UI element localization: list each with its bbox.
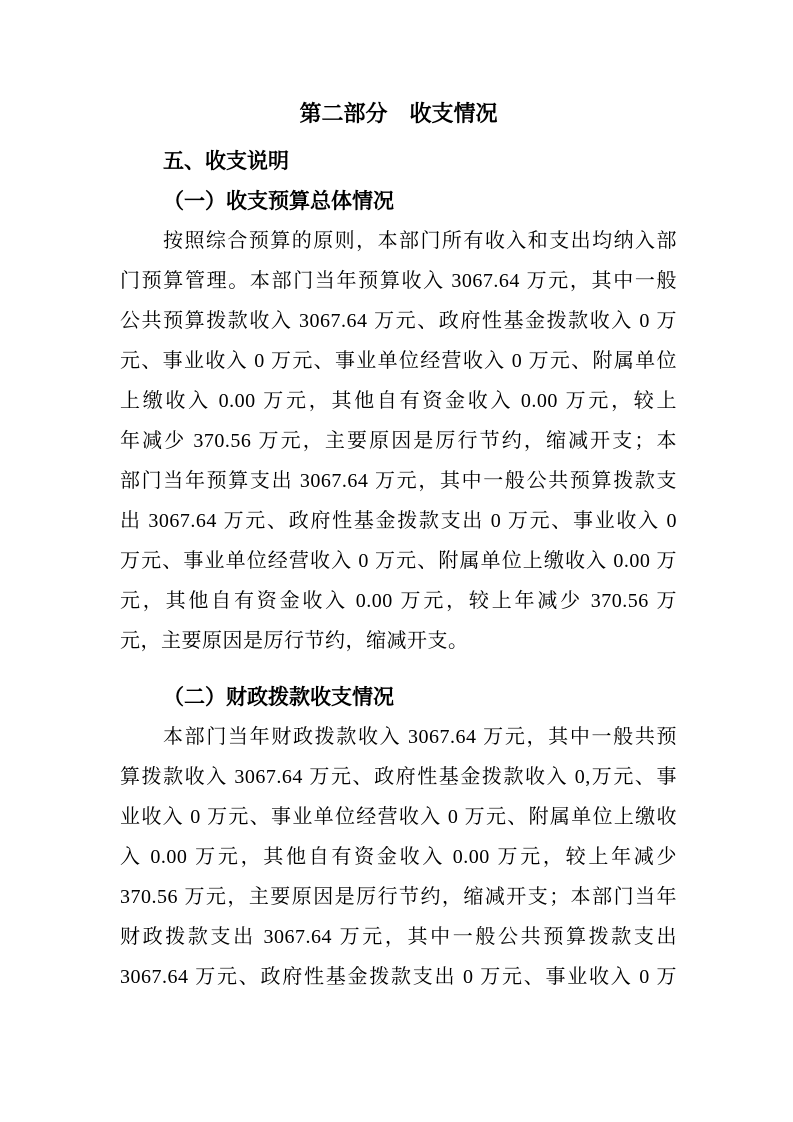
paragraph-line: 业收入 0 万元、事业单位经营收入 0 万元、附属单位上缴收 — [120, 806, 677, 828]
paragraph-line: 部门当年预算支出 3067.64 万元，其中一般公共预算拨款支 — [120, 470, 677, 492]
paragraph-line: 上缴收入 0.00 万元，其他自有资金收入 0.00 万元，较上 — [120, 390, 677, 412]
paragraph-line: 万元、事业单位经营收入 0 万元、附属单位上缴收入 0.00 万 — [120, 550, 677, 572]
document-title: 第二部分 收支情况 — [299, 101, 498, 126]
paragraph-line: 入 0.00 万元，其他自有资金收入 0.00 万元，较上年减少 — [120, 846, 677, 868]
paragraph-line: 元，其他自有资金收入 0.00 万元，较上年减少 370.56 万 — [120, 590, 677, 612]
paragraph-line: 本部门当年财政拨款收入 3067.64 万元，其中一般共预 — [163, 726, 677, 748]
paragraph-line: 按照综合预算的原则，本部门所有收入和支出均纳入部 — [163, 230, 677, 252]
section-heading: 五、收支说明 — [163, 149, 289, 173]
paragraph-line: 门预算管理。本部门当年预算收入 3067.64 万元，其中一般 — [120, 270, 677, 292]
paragraph-line: 3067.64 万元、政府性基金拨款支出 0 万元、事业收入 0 万 — [120, 966, 677, 988]
paragraph-line: 年减少 370.56 万元，主要原因是厉行节约，缩减开支；本 — [120, 430, 677, 452]
paragraph-line: 元，主要原因是厉行节约，缩减开支。 — [120, 630, 469, 652]
document-body — [120, 141, 677, 997]
paragraph-line: 算拨款收入 3067.64 万元、政府性基金拨款收入 0,万元、事 — [120, 766, 677, 788]
paragraph-line: 370.56 万元，主要原因是厉行节约，缩减开支；本部门当年 — [120, 886, 677, 908]
paragraph-line: 财政拨款支出 3067.64 万元，其中一般公共预算拨款支出 — [120, 926, 677, 948]
subsection-heading: （一）收支预算总体情况 — [163, 189, 394, 213]
paragraph — [120, 717, 677, 997]
document-content — [120, 94, 677, 997]
paragraph — [120, 221, 677, 661]
paragraph-line: 元、事业收入 0 万元、事业单位经营收入 0 万元、附属单位 — [120, 350, 677, 372]
subsection-heading: （二）财政拨款收支情况 — [163, 685, 394, 709]
paragraph-line: 公共预算拨款收入 3067.64 万元、政府性基金拨款收入 0 万 — [120, 310, 677, 332]
paragraph-line: 出 3067.64 万元、政府性基金拨款支出 0 万元、事业收入 0 — [120, 510, 677, 532]
